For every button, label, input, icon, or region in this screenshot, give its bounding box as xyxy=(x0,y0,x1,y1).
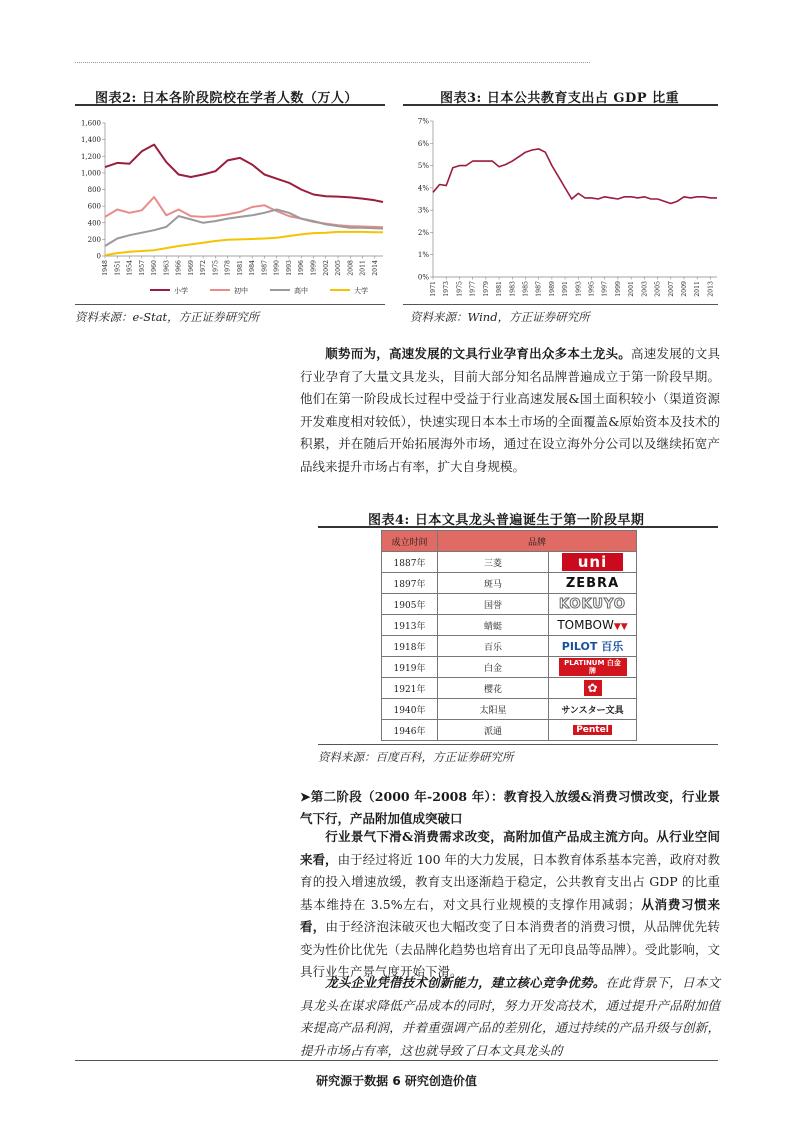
x-tick-label: 2002 xyxy=(322,260,330,276)
paragraph-leaders-lead: 顺势而为，高速发展的文具行业孕育出众多本土龙头。 xyxy=(325,346,632,361)
x-tick-label: 1951 xyxy=(114,260,122,276)
fig2-bottom-rule xyxy=(75,304,385,305)
table-row xyxy=(382,720,637,741)
fig3-top-rule xyxy=(403,104,718,106)
x-tick-label: 1984 xyxy=(249,260,257,276)
x-tick-label: 1993 xyxy=(575,281,583,297)
series-line-高中 xyxy=(105,210,383,247)
series-line-初中 xyxy=(105,197,383,227)
x-tick-label: 1948 xyxy=(102,260,109,276)
x-tick-label: 1973 xyxy=(443,281,451,297)
series-line-小学 xyxy=(105,145,383,202)
table-row xyxy=(382,657,637,678)
y-tick-label: 800 xyxy=(87,186,101,194)
x-tick-label: 1987 xyxy=(261,260,269,276)
paragraph-innovation-body: 在此背景下，日本文具龙头在谋求降低产品成本的同时，努力开发高技术，通过提升产品附加值来提高产品利润，并着重强调产品的差别化，通过持续的产品升级与创新，提升市场占有率，这也就导致了日本文具龙头的 xyxy=(300,975,720,1058)
table-row xyxy=(382,636,637,657)
row-brand-name: 斑马 xyxy=(438,573,549,594)
bullet-arrow-icon: ➤ xyxy=(300,789,311,804)
paragraph-industry-lead: 行业景气下滑&消费需求改变，高附加值产品成主流方向。从行业空间来看， xyxy=(300,829,720,867)
x-tick-label: 2009 xyxy=(680,281,688,297)
sakura-logo xyxy=(549,678,637,699)
y-tick-label: 1,000 xyxy=(80,169,101,178)
x-tick-label: 2007 xyxy=(667,281,675,297)
paragraph-industry xyxy=(300,826,720,984)
y-tick-label: 2% xyxy=(417,228,429,237)
legend-label: 小学 xyxy=(174,287,188,295)
zebra-logo: ZEBRA xyxy=(549,573,637,594)
x-tick-label: 1969 xyxy=(187,260,195,276)
x-tick-label: 2003 xyxy=(641,281,649,297)
fig2-title: 图表2: 日本各阶段院校在学者人数（万人） xyxy=(95,91,358,106)
x-tick-label: 1954 xyxy=(126,260,134,276)
x-tick-label: 1957 xyxy=(138,260,146,276)
row-year: 1897年 xyxy=(382,573,438,594)
y-tick-label: 600 xyxy=(87,202,101,211)
x-tick-label: 1985 xyxy=(522,281,530,297)
fig3-chart xyxy=(403,110,723,305)
footer-rule xyxy=(75,1060,718,1061)
brand-table xyxy=(381,530,637,741)
x-tick-label: 1975 xyxy=(456,281,464,297)
row-year: 1919年 xyxy=(382,657,438,678)
y-tick-label: 400 xyxy=(87,219,101,228)
y-tick-label: 1,200 xyxy=(80,152,101,161)
fig3-title: 图表3: 日本公共教育支出占 GDP 比重 xyxy=(440,91,680,106)
paragraph-leaders-body: 高速发展的文具行业孕育了大量文具龙头，目前大部分知名品牌普遍成立于第一阶段早期。他们在第一阶段成长过程中受益于行业高速发展&国土面积较小（渠道资源开发难度相对较低），快速实现日本本土市场的全面覆盖&原始资本及技术的积累，并在随后开始拓展海外市场，通过在设立海外分公司以及继续拓宽产品线来提升市场占有率，扩大自身规模。 xyxy=(300,346,720,474)
y-tick-label: 1,400 xyxy=(80,136,101,145)
row-brand-name: 百乐 xyxy=(438,636,549,657)
y-tick-label: 1,600 xyxy=(80,119,101,128)
paragraph-industry-body2: 由于经济泡沫破灭也大幅改变了日本消费者的消费习惯，从品牌优先转变为性价比优先（去品牌化趋势也培育出了无印良品等品牌）。受此影响，文具行业生产景气度开始下滑。 xyxy=(300,919,720,979)
legend-label: 初中 xyxy=(234,287,248,295)
x-tick-label: 1971 xyxy=(430,281,437,297)
series-line-大学 xyxy=(105,232,383,255)
x-tick-label: 1999 xyxy=(310,260,318,276)
row-year: 1918年 xyxy=(382,636,438,657)
section2-heading-text: 第二阶段（2000 年-2008 年）：教育投入放缓&消费习惯改变，行业景气下行，产品附加值成突破口 xyxy=(300,789,720,826)
x-tick-label: 1963 xyxy=(163,260,171,276)
x-tick-label: 2014 xyxy=(371,260,379,276)
fig4-top-rule xyxy=(318,526,718,528)
table-row xyxy=(382,573,637,594)
x-tick-label: 1977 xyxy=(469,281,477,297)
header-founding-time: 成立时间 xyxy=(382,531,438,552)
table-row xyxy=(382,594,637,615)
pentel-logo: Pentel xyxy=(549,720,637,741)
row-year: 1921年 xyxy=(382,678,438,699)
x-tick-label: 2005 xyxy=(654,281,662,297)
pilot-logo: PILOT 百乐 xyxy=(549,636,637,657)
series-line-公共教育支出占GDP比重 xyxy=(433,149,717,204)
legend-label: 大学 xyxy=(354,287,368,295)
fig3-bottom-rule xyxy=(403,304,718,305)
x-tick-label: 2011 xyxy=(694,281,702,297)
fig2-chart xyxy=(75,110,385,302)
x-tick-label: 2001 xyxy=(628,281,636,297)
x-tick-label: 1981 xyxy=(236,260,244,276)
x-tick-label: 2013 xyxy=(707,281,715,297)
y-tick-label: 5% xyxy=(417,162,429,171)
x-tick-label: 2005 xyxy=(335,260,343,276)
fig3-source: 资料来源：Wind，方正证券研究所 xyxy=(410,310,590,324)
table-row xyxy=(382,552,637,573)
row-year: 1913年 xyxy=(382,615,438,636)
x-tick-label: 2008 xyxy=(347,260,355,276)
uni-logo: uni xyxy=(549,552,637,573)
x-tick-label: 1966 xyxy=(175,260,183,276)
x-tick-label: 1975 xyxy=(212,260,220,276)
row-brand-name: 樱花 xyxy=(438,678,549,699)
row-brand-name: 白金 xyxy=(438,657,549,678)
row-year: 1946年 xyxy=(382,720,438,741)
row-year: 1940年 xyxy=(382,699,438,720)
platinum-logo: PLATINUM 白金牌 xyxy=(549,657,637,678)
x-tick-label: 1987 xyxy=(535,281,543,297)
legend-label: 高中 xyxy=(294,287,308,295)
row-year: 1905年 xyxy=(382,594,438,615)
top-dotted-rule xyxy=(75,62,590,63)
x-tick-label: 1979 xyxy=(482,281,490,297)
fig4-title: 图表4: 日本文具龙头普遍诞生于第一阶段早期 xyxy=(368,513,645,528)
x-tick-label: 1990 xyxy=(273,260,281,276)
tombow-logo: TOMBOW▼▼ xyxy=(549,615,637,636)
paragraph-leaders xyxy=(300,343,720,478)
page-footer: 研究源于数据 6 研究创造价值 xyxy=(316,1074,477,1088)
sakura-flower-icon: ✿ xyxy=(584,680,602,696)
y-tick-label: 7% xyxy=(417,117,429,126)
x-tick-label: 2011 xyxy=(359,260,367,276)
fig2-source: 资料来源：e-Stat，方正证券研究所 xyxy=(75,310,260,324)
fig4-source: 资料来源：百度百科，方正证券研究所 xyxy=(318,750,514,764)
fig2-top-rule xyxy=(75,104,385,106)
table-row xyxy=(382,678,637,699)
row-brand-name: 派通 xyxy=(438,720,549,741)
x-tick-label: 1960 xyxy=(151,260,159,276)
row-brand-name: 蜻蜓 xyxy=(438,615,549,636)
table-row xyxy=(382,699,637,720)
row-year: 1887年 xyxy=(382,552,438,573)
brand-table-header xyxy=(382,531,637,552)
y-tick-label: 3% xyxy=(417,206,429,215)
x-tick-label: 1997 xyxy=(601,281,609,297)
x-tick-label: 1978 xyxy=(224,260,232,276)
sunstar-logo: サンスター文具 xyxy=(549,699,637,720)
paragraph-industry-lead2: 从消费习惯来看， xyxy=(300,896,720,934)
kokuyo-logo: KOKUYO xyxy=(549,594,637,615)
paragraph-industry-body: 由于经过将近 100 年的大力发展，日本教育体系基本完善，政府对教育的投入增速放缓，教育支出逐渐趋于稳定，公共教育支出占 GDP 的比重基本维持在 3.5%左右，对文具行业规模的支撑作用减弱； xyxy=(300,851,720,912)
x-tick-label: 1991 xyxy=(562,281,570,297)
x-tick-label: 1995 xyxy=(588,281,596,297)
y-tick-label: 200 xyxy=(87,235,101,244)
paragraph-innovation-lead: 龙头企业凭借技术创新能力，建立核心竞争优势。 xyxy=(325,975,606,990)
x-tick-label: 1989 xyxy=(548,281,556,297)
x-tick-label: 1972 xyxy=(200,260,208,276)
header-brand: 品牌 xyxy=(438,531,637,552)
fig4-bottom-rule xyxy=(318,744,718,745)
table-row xyxy=(382,615,637,636)
row-brand-name: 三菱 xyxy=(438,552,549,573)
x-tick-label: 1981 xyxy=(496,281,504,297)
x-tick-label: 1996 xyxy=(298,260,306,276)
paragraph-innovation xyxy=(300,972,720,1062)
row-brand-name: 国誉 xyxy=(438,594,549,615)
x-tick-label: 1999 xyxy=(614,281,622,297)
x-tick-label: 1983 xyxy=(509,281,517,297)
y-tick-label: 1% xyxy=(417,251,429,260)
x-tick-label: 1993 xyxy=(285,260,293,276)
y-tick-label: 0 xyxy=(96,252,101,261)
section2-heading xyxy=(300,786,720,830)
y-tick-label: 4% xyxy=(417,184,429,193)
y-tick-label: 6% xyxy=(417,139,429,148)
row-brand-name: 太阳星 xyxy=(438,699,549,720)
y-tick-label: 0% xyxy=(417,273,429,282)
